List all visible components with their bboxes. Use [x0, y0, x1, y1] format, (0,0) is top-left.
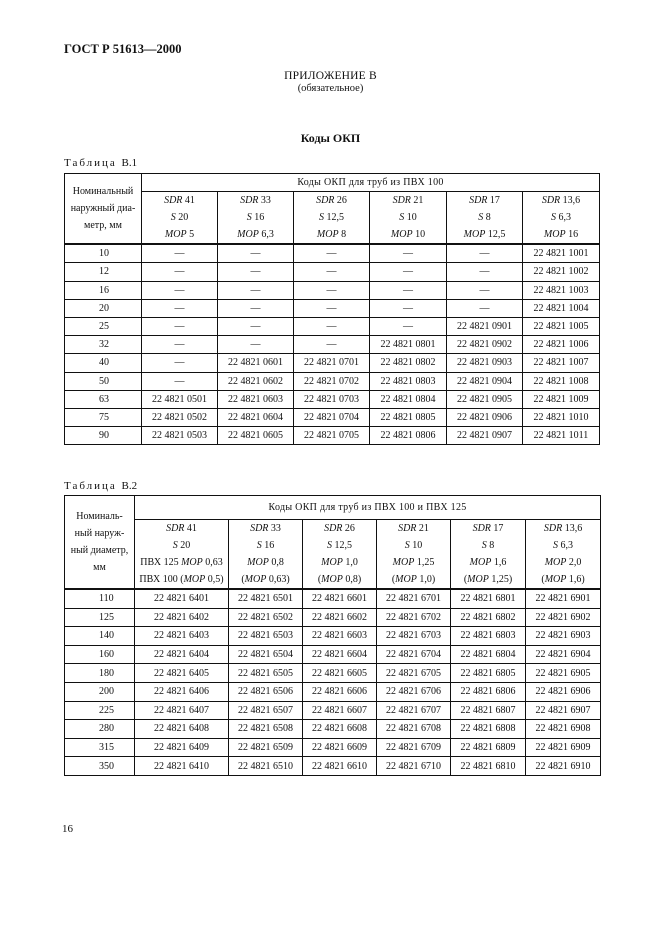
okp-code-cell: —: [294, 263, 370, 281]
okp-code-cell: 22 4821 1005: [523, 317, 600, 335]
okp-code-cell: 22 4821 6808: [451, 720, 526, 739]
table-row: [65, 701, 601, 720]
okp-code-cell: 22 4821 0802: [370, 354, 447, 372]
okp-code-cell: 22 4821 6505: [229, 664, 303, 683]
okp-code-cell: 22 4821 6410: [135, 757, 229, 776]
table-row: [65, 427, 600, 445]
okp-code-cell: 22 4821 1003: [523, 281, 600, 299]
okp-code-cell: 22 4821 6504: [229, 645, 303, 664]
okp-code-cell: —: [447, 244, 523, 263]
okp-code-cell: 22 4821 0905: [447, 390, 523, 408]
table-row: [65, 589, 601, 608]
okp-code-cell: —: [142, 263, 218, 281]
okp-code-cell: 22 4821 6609: [303, 738, 377, 757]
okp-code-cell: 22 4821 6807: [451, 701, 526, 720]
table2-caption-word: Таблица: [64, 480, 117, 492]
okp-code-cell: 22 4821 6902: [526, 608, 601, 627]
okp-code-cell: 22 4821 6506: [229, 682, 303, 701]
okp-code-cell: 22 4821 6709: [377, 738, 451, 757]
diameter-cell: 200: [65, 682, 135, 701]
okp-code-cell: 22 4821 6610: [303, 757, 377, 776]
section-title: Коды ОКП: [300, 131, 361, 145]
okp-code-cell: 22 4821 0605: [218, 427, 294, 445]
okp-code-cell: 22 4821 0704: [294, 408, 370, 426]
okp-code-cell: 22 4821 6406: [135, 682, 229, 701]
okp-code-cell: 22 4821 6805: [451, 664, 526, 683]
okp-code-cell: —: [218, 299, 294, 317]
okp-code-cell: 22 4821 0604: [218, 408, 294, 426]
okp-code-cell: 22 4821 6405: [135, 664, 229, 683]
table-row: [65, 757, 601, 776]
table2-span-header: Коды ОКП для труб из ПВХ 100 и ПВХ 125: [135, 496, 601, 520]
okp-code-cell: 22 4821 0603: [218, 390, 294, 408]
okp-code-cell: 22 4821 0902: [447, 336, 523, 354]
appendix-title: ПРИЛОЖЕНИЕ В: [284, 70, 377, 82]
okp-code-cell: —: [218, 281, 294, 299]
table2-diameter-header: Номиналь- ный наруж- ный диаметр, мм: [65, 496, 135, 590]
okp-code-cell: 22 4821 6509: [229, 738, 303, 757]
okp-code-cell: 22 4821 6710: [377, 757, 451, 776]
okp-code-cell: 22 4821 6910: [526, 757, 601, 776]
table-row: [65, 738, 601, 757]
diameter-cell: 16: [65, 281, 142, 299]
okp-code-cell: 22 4821 6809: [451, 738, 526, 757]
diameter-cell: 280: [65, 720, 135, 739]
diameter-cell: 25: [65, 317, 142, 335]
okp-code-cell: 22 4821 6510: [229, 757, 303, 776]
okp-code-cell: 22 4821 0906: [447, 408, 523, 426]
table-row: [65, 281, 600, 299]
okp-code-cell: 22 4821 6907: [526, 701, 601, 720]
okp-code-cell: 22 4821 6604: [303, 645, 377, 664]
document-title: ГОСТ Р 51613—2000: [64, 42, 182, 56]
okp-code-cell: 22 4821 6601: [303, 589, 377, 608]
table-row: [65, 299, 600, 317]
diameter-cell: 75: [65, 408, 142, 426]
okp-code-cell: 22 4821 1004: [523, 299, 600, 317]
table-row: [65, 244, 600, 263]
diameter-cell: 10: [65, 244, 142, 263]
table-row: [65, 354, 600, 372]
okp-code-cell: 22 4821 6703: [377, 627, 451, 646]
table1-column-header: SDR 21 S 10 MOP 10: [370, 192, 447, 245]
table1-column-header: SDR 33 S 16 MOP 6,3: [218, 192, 294, 245]
okp-code-cell: 22 4821 1008: [523, 372, 600, 390]
okp-code-cell: —: [447, 299, 523, 317]
okp-code-cell: 22 4821 0803: [370, 372, 447, 390]
table2-caption-number: В.2: [121, 480, 138, 492]
okp-code-cell: 22 4821 6908: [526, 720, 601, 739]
okp-code-cell: 22 4821 6501: [229, 589, 303, 608]
table-b1: [64, 173, 600, 445]
okp-code-cell: 22 4821 6810: [451, 757, 526, 776]
diameter-cell: 140: [65, 627, 135, 646]
diameter-cell: 225: [65, 701, 135, 720]
table1-column-header: SDR 17 S 8 MOP 12,5: [447, 192, 523, 245]
okp-code-cell: 22 4821 0703: [294, 390, 370, 408]
okp-code-cell: —: [142, 336, 218, 354]
okp-code-cell: —: [218, 336, 294, 354]
table2-column-header: SDR 41 S 20 ПВХ 125 MOP 0,63 ПВХ 100 (MOP 0,5): [135, 520, 229, 590]
diameter-cell: 315: [65, 738, 135, 757]
okp-code-cell: 22 4821 6901: [526, 589, 601, 608]
table2-caption: [64, 480, 137, 492]
okp-code-cell: 22 4821 6603: [303, 627, 377, 646]
table1-column-header: SDR 26 S 12,5 MOP 8: [294, 192, 370, 245]
okp-code-cell: 22 4821 6802: [451, 608, 526, 627]
diameter-cell: 110: [65, 589, 135, 608]
okp-code-cell: —: [142, 372, 218, 390]
diameter-cell: 12: [65, 263, 142, 281]
okp-code-cell: —: [370, 317, 447, 335]
okp-code-cell: 22 4821 6606: [303, 682, 377, 701]
okp-code-cell: 22 4821 6503: [229, 627, 303, 646]
okp-code-cell: 22 4821 6906: [526, 682, 601, 701]
okp-code-cell: —: [370, 299, 447, 317]
table2-column-header: SDR 21 S 10 MOP 1,25 (MOP 1,0): [377, 520, 451, 590]
okp-code-cell: 22 4821 1009: [523, 390, 600, 408]
table1-column-header: SDR 41 S 20 MOP 5: [142, 192, 218, 245]
diameter-cell: 90: [65, 427, 142, 445]
okp-code-cell: 22 4821 0602: [218, 372, 294, 390]
okp-code-cell: 22 4821 6701: [377, 589, 451, 608]
okp-code-cell: 22 4821 6904: [526, 645, 601, 664]
diameter-cell: 160: [65, 645, 135, 664]
okp-code-cell: —: [447, 281, 523, 299]
okp-code-cell: 22 4821 6407: [135, 701, 229, 720]
okp-code-cell: —: [294, 281, 370, 299]
okp-code-cell: 22 4821 0501: [142, 390, 218, 408]
okp-code-cell: 22 4821 6706: [377, 682, 451, 701]
table-b2: [64, 495, 601, 776]
table-row: [65, 608, 601, 627]
okp-code-cell: 22 4821 6408: [135, 720, 229, 739]
table2-column-header: SDR 33 S 16 MOP 0,8 (MOP 0,63): [229, 520, 303, 590]
diameter-cell: 180: [65, 664, 135, 683]
okp-code-cell: 22 4821 6402: [135, 608, 229, 627]
okp-code-cell: 22 4821 6608: [303, 720, 377, 739]
okp-code-cell: 22 4821 6705: [377, 664, 451, 683]
okp-code-cell: 22 4821 6803: [451, 627, 526, 646]
okp-code-cell: 22 4821 0806: [370, 427, 447, 445]
okp-code-cell: 22 4821 1006: [523, 336, 600, 354]
okp-code-cell: 22 4821 6707: [377, 701, 451, 720]
okp-code-cell: 22 4821 0907: [447, 427, 523, 445]
okp-code-cell: 22 4821 0701: [294, 354, 370, 372]
diameter-cell: 50: [65, 372, 142, 390]
table-row: [65, 263, 600, 281]
okp-code-cell: —: [370, 263, 447, 281]
page-number: 16: [62, 823, 73, 835]
okp-code-cell: —: [218, 317, 294, 335]
okp-code-cell: 22 4821 6508: [229, 720, 303, 739]
okp-code-cell: 22 4821 6607: [303, 701, 377, 720]
okp-code-cell: —: [142, 281, 218, 299]
table-row: [65, 627, 601, 646]
okp-code-cell: 22 4821 0705: [294, 427, 370, 445]
okp-code-cell: 22 4821 6804: [451, 645, 526, 664]
okp-code-cell: 22 4821 1011: [523, 427, 600, 445]
table1-caption-number: В.1: [121, 157, 138, 169]
diameter-cell: 40: [65, 354, 142, 372]
okp-code-cell: 22 4821 0503: [142, 427, 218, 445]
okp-code-cell: 22 4821 6502: [229, 608, 303, 627]
table2-column-header: SDR 17 S 8 MOP 1,6 (MOP 1,25): [451, 520, 526, 590]
okp-code-cell: —: [218, 263, 294, 281]
table-row: [65, 317, 600, 335]
okp-code-cell: 22 4821 0801: [370, 336, 447, 354]
okp-code-cell: —: [294, 244, 370, 263]
okp-code-cell: 22 4821 6507: [229, 701, 303, 720]
table2-column-header: SDR 26 S 12,5 MOP 1,0 (MOP 0,8): [303, 520, 377, 590]
table1-caption: [64, 157, 137, 169]
okp-code-cell: 22 4821 6801: [451, 589, 526, 608]
okp-code-cell: 22 4821 0702: [294, 372, 370, 390]
table-row: [65, 372, 600, 390]
diameter-cell: 63: [65, 390, 142, 408]
okp-code-cell: 22 4821 6903: [526, 627, 601, 646]
diameter-cell: 125: [65, 608, 135, 627]
okp-code-cell: 22 4821 6702: [377, 608, 451, 627]
okp-code-cell: —: [142, 354, 218, 372]
okp-code-cell: 22 4821 6704: [377, 645, 451, 664]
okp-code-cell: —: [142, 317, 218, 335]
okp-code-cell: 22 4821 6909: [526, 738, 601, 757]
okp-code-cell: 22 4821 0904: [447, 372, 523, 390]
okp-code-cell: 22 4821 1010: [523, 408, 600, 426]
okp-code-cell: 22 4821 6806: [451, 682, 526, 701]
okp-code-cell: 22 4821 6404: [135, 645, 229, 664]
table-row: [65, 336, 600, 354]
appendix-subtitle: (обязательное): [297, 83, 364, 94]
okp-code-cell: 22 4821 0903: [447, 354, 523, 372]
table1-diameter-header: Номинальный наружный диа- метр, мм: [65, 174, 142, 245]
diameter-cell: 20: [65, 299, 142, 317]
okp-code-cell: 22 4821 6905: [526, 664, 601, 683]
table1-span-header: Коды ОКП для труб из ПВХ 100: [142, 174, 600, 192]
okp-code-cell: 22 4821 0805: [370, 408, 447, 426]
diameter-cell: 350: [65, 757, 135, 776]
okp-code-cell: —: [142, 244, 218, 263]
table1-caption-word: Таблица: [64, 157, 117, 169]
okp-code-cell: 22 4821 0601: [218, 354, 294, 372]
okp-code-cell: 22 4821 1007: [523, 354, 600, 372]
diameter-cell: 32: [65, 336, 142, 354]
okp-code-cell: 22 4821 6708: [377, 720, 451, 739]
table2-column-header: SDR 13,6 S 6,3 MOP 2,0 (MOP 1,6): [526, 520, 601, 590]
table-row: [65, 682, 601, 701]
okp-code-cell: —: [294, 336, 370, 354]
okp-code-cell: 22 4821 1001: [523, 244, 600, 263]
okp-code-cell: 22 4821 6605: [303, 664, 377, 683]
okp-code-cell: —: [447, 263, 523, 281]
okp-code-cell: 22 4821 6403: [135, 627, 229, 646]
table-row: [65, 645, 601, 664]
okp-code-cell: 22 4821 6602: [303, 608, 377, 627]
okp-code-cell: —: [218, 244, 294, 263]
okp-code-cell: 22 4821 1002: [523, 263, 600, 281]
okp-code-cell: 22 4821 0901: [447, 317, 523, 335]
okp-code-cell: 22 4821 6409: [135, 738, 229, 757]
table-row: [65, 720, 601, 739]
okp-code-cell: —: [142, 299, 218, 317]
okp-code-cell: —: [370, 281, 447, 299]
table-row: [65, 390, 600, 408]
table-row: [65, 664, 601, 683]
table1-column-header: SDR 13,6 S 6,3 MOP 16: [523, 192, 600, 245]
okp-code-cell: —: [294, 317, 370, 335]
okp-code-cell: —: [294, 299, 370, 317]
okp-code-cell: —: [370, 244, 447, 263]
okp-code-cell: 22 4821 0502: [142, 408, 218, 426]
table-row: [65, 408, 600, 426]
okp-code-cell: 22 4821 0804: [370, 390, 447, 408]
okp-code-cell: 22 4821 6401: [135, 589, 229, 608]
